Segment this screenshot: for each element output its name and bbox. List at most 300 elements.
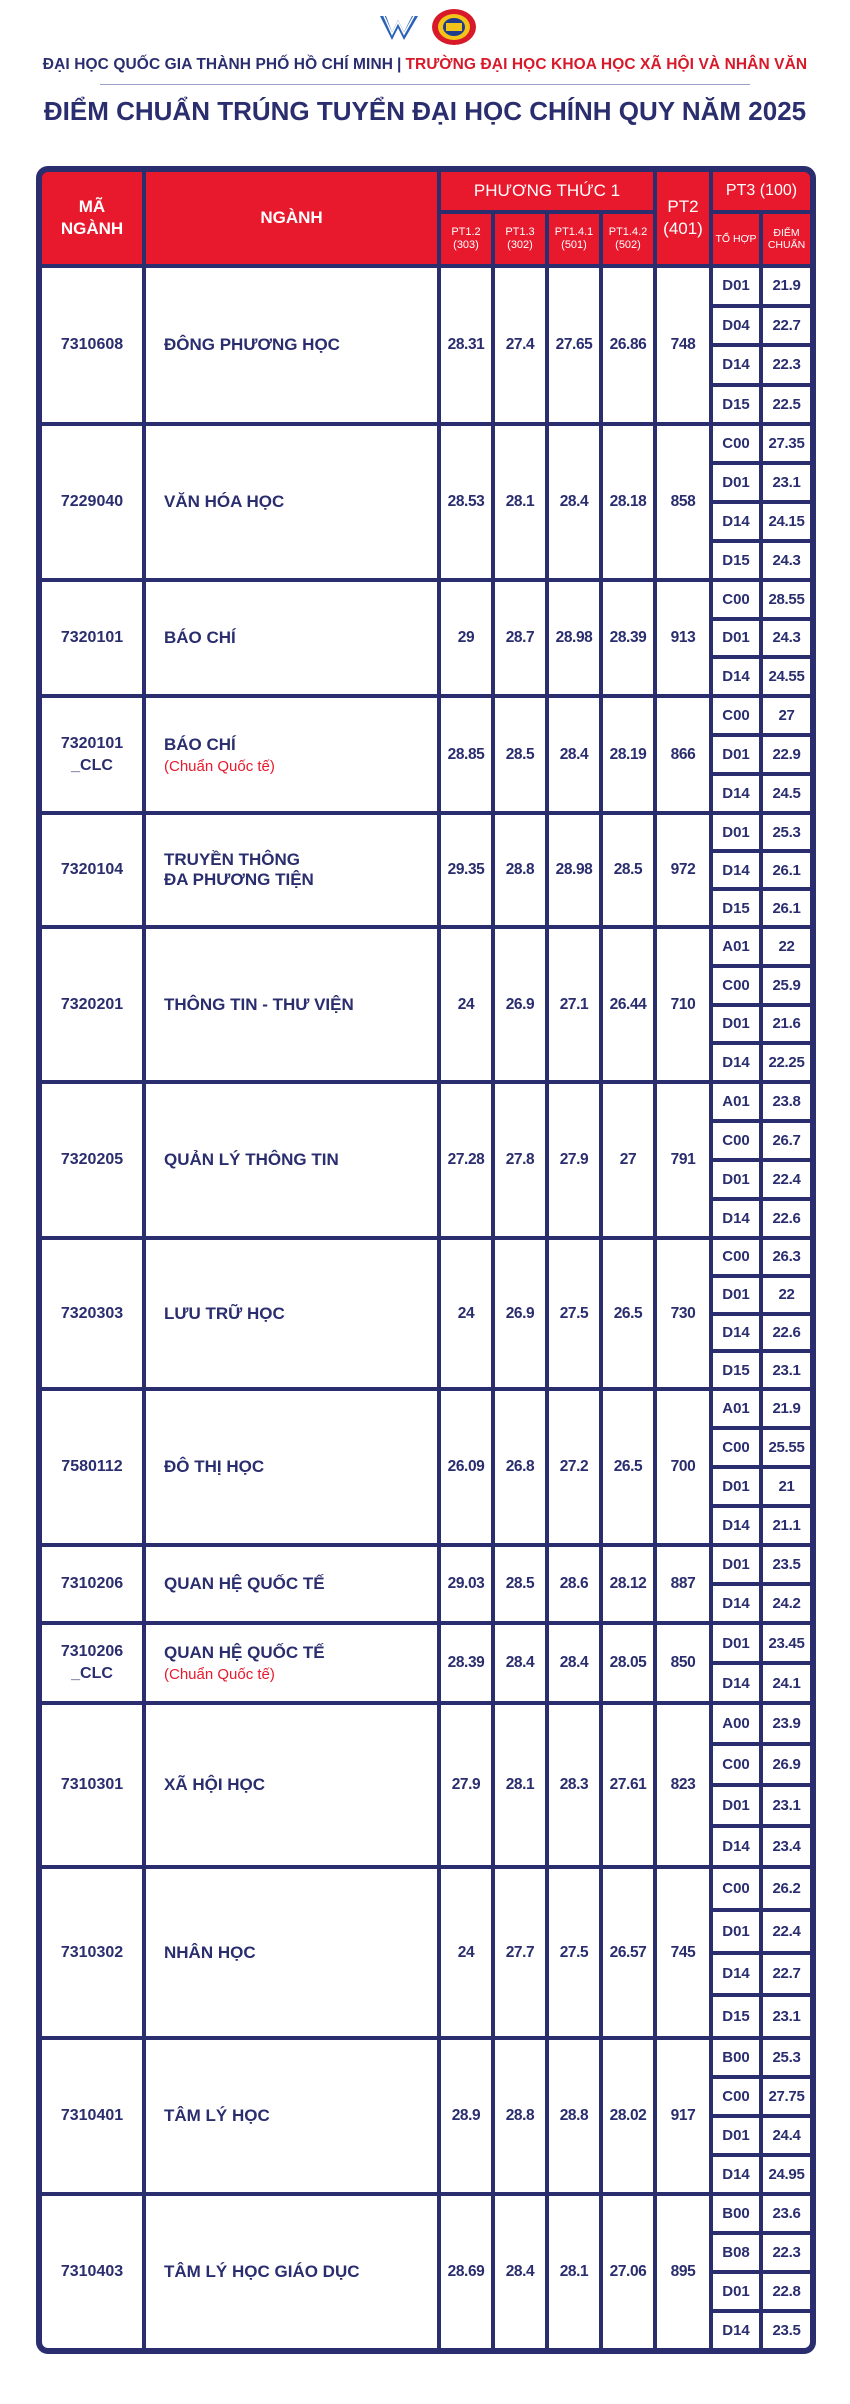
subject-combination-code: D01 [722, 2127, 750, 2144]
score-pt13-value: 26.8 [505, 1458, 535, 1475]
cutoff-score-value: 21.1 [772, 1517, 801, 1534]
score-pt142-value: 28.19 [609, 745, 647, 763]
major-name: TÂM LÝ HỌC GIÁO DỤC [164, 2262, 360, 2281]
score-pt2 [657, 1084, 709, 1236]
cutoff-score [763, 1240, 810, 1274]
header-std [763, 214, 810, 264]
subject-combination-code: D15 [722, 899, 750, 917]
score-pt2 [657, 1705, 709, 1865]
score-pt13-value: 28.7 [505, 629, 535, 646]
row-code [42, 698, 142, 811]
score-pt2-value: 730 [670, 1304, 696, 1322]
score-pt13 [495, 1240, 545, 1387]
logo-bar [0, 8, 850, 46]
score-pt2-value: 748 [670, 336, 696, 353]
cutoff-score [763, 1912, 810, 1951]
subject-combination [713, 1955, 759, 1994]
cutoff-score-value: 22.25 [768, 1054, 805, 1072]
cutoff-score [763, 465, 810, 500]
row-major-name [146, 1391, 437, 1543]
row-major-name [146, 2040, 437, 2192]
score-pt141-value: 28.1 [559, 2263, 589, 2280]
score-pt141-value: 27.1 [559, 995, 589, 1013]
subject-combination [713, 621, 759, 656]
subject-combination-code: D14 [722, 356, 750, 374]
score-pt12 [441, 815, 491, 925]
cutoff-score-value: 23.8 [772, 1093, 801, 1110]
subject-combination-code: B00 [722, 2049, 750, 2066]
header-std-label: ĐIỂM CHUẨN [767, 227, 806, 251]
score-pt12-value: 26.09 [447, 1458, 485, 1475]
row-major-name [146, 2196, 437, 2348]
cutoff-score [763, 268, 810, 304]
score-pt13-value: 28.1 [505, 1776, 535, 1793]
score-pt141-value: 28.4 [559, 745, 589, 763]
subject-combination-code: D14 [722, 1838, 750, 1855]
cutoff-score-value: 24.4 [772, 2127, 801, 2144]
score-pt12-value: 24 [457, 1943, 475, 1961]
score-pt142-value: 28.39 [609, 629, 647, 646]
subject-combination [713, 1705, 759, 1742]
cutoff-score-value: 22.7 [772, 316, 801, 334]
major-code: 7310401 [60, 2107, 124, 2124]
cutoff-score-value: 22.8 [772, 2283, 801, 2300]
score-pt142 [603, 815, 653, 925]
score-pt142 [603, 1391, 653, 1543]
cutoff-score [763, 504, 810, 539]
row-major-name [146, 815, 437, 925]
subject-combination [713, 2118, 759, 2153]
cutoff-score-value: 22.4 [772, 1922, 801, 1940]
header-pt142 [603, 214, 653, 264]
score-pt13 [495, 1084, 545, 1236]
score-pt12 [441, 2040, 491, 2192]
major-code: 7580112 [61, 1458, 123, 1475]
subject-combination [713, 1869, 759, 1908]
subject-combination-code: D01 [722, 474, 750, 491]
subject-combination-code: D14 [722, 1595, 750, 1612]
score-pt2 [657, 2196, 709, 2348]
cutoff-score-value: 23.5 [772, 1556, 801, 1573]
score-pt12-value: 28.31 [447, 336, 485, 353]
score-pt13 [495, 929, 545, 1080]
cutoff-score-value: 23.6 [772, 2205, 801, 2222]
page-title: ĐIỂM CHUẨN TRÚNG TUYỂN ĐẠI HỌC CHÍNH QUY NĂM 2025 [43, 96, 807, 126]
header-divider [100, 84, 750, 85]
cutoff-score [763, 698, 810, 733]
score-pt12 [441, 1084, 491, 1236]
score-pt12-value: 29.03 [447, 1575, 485, 1592]
subject-combination [713, 776, 759, 811]
subject-combination-code: D01 [722, 1922, 750, 1940]
score-pt2-value: 895 [670, 2263, 696, 2280]
score-pt13-value: 28.1 [505, 493, 535, 510]
row-code [42, 582, 142, 694]
subject-combination [713, 1997, 759, 2036]
major-name: VĂN HÓA HỌC [164, 492, 285, 511]
cutoff-score [763, 1201, 810, 1236]
score-pt2 [657, 2040, 709, 2192]
row-code [42, 426, 142, 578]
subject-combination-code: C00 [722, 707, 750, 724]
subject-combination [713, 1278, 759, 1312]
subject-combination [713, 1430, 759, 1465]
major-code: 7310302 [60, 1943, 124, 1961]
cutoff-score-value: 21 [778, 1478, 795, 1495]
cutoff-score-value: 23.5 [772, 2322, 801, 2339]
row-major-name [146, 268, 437, 422]
score-pt2 [657, 1391, 709, 1543]
cutoff-score-value: 26.1 [772, 899, 801, 917]
score-pt13 [495, 426, 545, 578]
subject-combination [713, 2313, 759, 2348]
score-pt13-value: 27.7 [505, 1943, 535, 1961]
score-pt12-value: 27.9 [451, 1776, 481, 1793]
cutoff-score-value: 23.9 [772, 1715, 801, 1732]
subject-combination-code: D14 [722, 861, 750, 879]
subject-combination [713, 2274, 759, 2309]
score-pt142 [603, 582, 653, 694]
score-pt142-value: 28.05 [609, 1654, 647, 1671]
cutoff-score [763, 582, 810, 617]
major-name: QUAN HỆ QUỐC TẾ [164, 1574, 325, 1593]
score-pt13 [495, 582, 545, 694]
cutoff-score-value: 23.45 [768, 1634, 805, 1652]
cutoff-score [763, 1508, 810, 1543]
subject-combination-code: D01 [722, 1015, 750, 1033]
score-pt12-value: 29.35 [447, 861, 485, 878]
score-pt13 [495, 2196, 545, 2348]
score-pt141 [549, 582, 599, 694]
cutoff-score [763, 891, 810, 925]
subject-combination-code: D14 [722, 1965, 750, 1983]
major-name-note: (Chuẩn Quốc tế) [164, 757, 275, 775]
subject-combination-code: D14 [722, 785, 750, 802]
subject-combination-code: D15 [722, 2008, 750, 2026]
header-pt1-label: PHƯƠNG THỨC 1 [473, 181, 621, 200]
subject-combination-code: C00 [722, 976, 750, 994]
subject-combination-code: D14 [722, 1323, 750, 1341]
subject-combination [713, 1162, 759, 1197]
cutoff-score-value: 25.3 [772, 823, 801, 841]
score-pt142-value: 28.5 [613, 861, 643, 878]
score-pt13 [495, 1705, 545, 1865]
major-code: 7320104 [60, 861, 124, 878]
score-pt12-value: 28.53 [447, 493, 485, 510]
major-code: 7320303 [60, 1304, 124, 1322]
school-name: TRƯỜNG ĐẠI HỌC KHOA HỌC XÃ HỘI VÀ NHÂN VĂN [405, 56, 808, 73]
cutoff-score [763, 1665, 810, 1701]
cutoff-score [763, 1586, 810, 1621]
score-pt12-value: 28.69 [447, 2263, 485, 2280]
major-name: XÃ HỘI HỌC [164, 1775, 266, 1794]
subject-combination-code: D01 [722, 1478, 750, 1495]
cutoff-score-value: 22.9 [772, 746, 801, 763]
cutoff-score [763, 1705, 810, 1742]
subject-combination-code: B00 [722, 2205, 750, 2222]
score-pt141 [549, 2196, 599, 2348]
score-pt141 [549, 1625, 599, 1701]
subject-combination [713, 891, 759, 925]
subject-combination-code: C00 [722, 1248, 750, 1266]
subject-combination-code: D01 [722, 1286, 750, 1304]
row-major-name [146, 698, 437, 811]
score-pt141-value: 27.65 [555, 336, 593, 353]
cutoff-score [763, 1045, 810, 1080]
header-pt12 [441, 214, 491, 264]
row-code [42, 1240, 142, 1387]
cutoff-score-value: 21.9 [772, 277, 801, 295]
score-pt141 [549, 426, 599, 578]
cutoff-score-value: 22.6 [772, 1210, 801, 1227]
score-pt13-value: 28.8 [505, 2107, 535, 2124]
row-code [42, 1869, 142, 2036]
score-pt2-value: 823 [670, 1776, 696, 1793]
cutoff-score-value: 24.15 [768, 513, 805, 530]
subject-combination [713, 659, 759, 694]
cutoff-score [763, 1391, 810, 1426]
major-code: 7229040 [60, 493, 124, 510]
score-pt12 [441, 2196, 491, 2348]
header-pt141 [549, 214, 599, 264]
header-pt3-label: PT3 (100) [725, 182, 798, 199]
cutoff-score [763, 2235, 810, 2270]
score-pt141-value: 28.98 [555, 861, 593, 878]
cutoff-score [763, 347, 810, 383]
score-pt12 [441, 1869, 491, 2036]
score-pt13 [495, 2040, 545, 2192]
header-pt2-label: PT2 [667, 197, 699, 216]
score-pt13-value: 28.4 [505, 1654, 535, 1671]
subject-combination [713, 1084, 759, 1119]
subject-combination [713, 1746, 759, 1783]
header-pt2 [657, 172, 709, 264]
score-pt13-value: 26.9 [505, 1304, 535, 1322]
score-pt12-value: 29 [457, 629, 475, 646]
score-pt141 [549, 1391, 599, 1543]
major-code: 7310608 [60, 336, 124, 353]
cutoff-score-value: 22 [778, 937, 795, 955]
score-pt13 [495, 1547, 545, 1621]
subject-combination [713, 2079, 759, 2114]
row-code [42, 268, 142, 422]
major-code-suffix: _CLC [71, 1665, 113, 1682]
score-pt142-value: 26.86 [609, 336, 647, 353]
score-pt2-value: 866 [670, 745, 696, 763]
cutoff-score [763, 387, 810, 423]
score-pt142-value: 27 [619, 1151, 637, 1168]
cutoff-score [763, 1430, 810, 1465]
subject-combination-code: D14 [722, 1517, 750, 1534]
subject-combination-code: D01 [722, 2283, 750, 2300]
major-name: TRUYỀN THÔNG [164, 850, 300, 869]
score-pt141-value: 27.9 [559, 1151, 589, 1168]
major-name: NHÂN HỌC [164, 1942, 256, 1962]
subject-combination-code: A00 [722, 1715, 750, 1732]
cutoff-score-value: 25.55 [768, 1439, 805, 1456]
score-pt13 [495, 815, 545, 925]
major-name: QUAN HỆ QUỐC TẾ [164, 1643, 325, 1662]
score-pt13-value: 28.5 [505, 745, 535, 763]
row-major-name [146, 1869, 437, 2036]
major-name: LƯU TRỮ HỌC [164, 1303, 285, 1323]
subject-combination [713, 426, 759, 461]
subject-combination [713, 504, 759, 539]
score-pt142 [603, 929, 653, 1080]
cutoff-score-value: 24.2 [772, 1595, 801, 1612]
header-pt1 [441, 172, 653, 210]
score-pt13-value: 28.5 [505, 1575, 535, 1592]
cutoff-score [763, 2079, 810, 2114]
row-major-name [146, 1625, 437, 1701]
cutoff-score [763, 621, 810, 656]
major-code: 7310206 [60, 1575, 124, 1592]
cutoff-score [763, 1123, 810, 1158]
major-name: QUẢN LÝ THÔNG TIN [164, 1150, 339, 1169]
cutoff-score [763, 2274, 810, 2309]
national-university-name: ĐẠI HỌC QUỐC GIA THÀNH PHỐ HỒ CHÍ MINH [42, 56, 394, 73]
page-header [0, 0, 850, 150]
subject-combination-code: D14 [722, 1054, 750, 1072]
cutoff-score [763, 2157, 810, 2192]
cutoff-score [763, 853, 810, 887]
subject-combination [713, 737, 759, 772]
row-code [42, 815, 142, 925]
subject-combination [713, 2235, 759, 2270]
subject-combination [713, 543, 759, 578]
subject-combination [713, 1316, 759, 1350]
cutoff-score [763, 543, 810, 578]
score-pt141-value: 28.98 [555, 629, 593, 646]
subject-combination [713, 1508, 759, 1543]
subject-combination-code: D14 [722, 2322, 750, 2339]
subject-combination-code: D14 [722, 1210, 750, 1227]
subject-combination-code: D01 [722, 629, 750, 647]
score-pt141 [549, 1705, 599, 1865]
cutoff-score-value: 24.3 [772, 629, 801, 647]
cutoff-score-value: 23.4 [772, 1838, 801, 1855]
subject-combination-code: D01 [722, 1797, 750, 1814]
row-major-name [146, 1084, 437, 1236]
cutoff-score-value: 24.95 [768, 2166, 805, 2183]
header-pt12-code: (303) [453, 239, 479, 251]
header-pt13-code: (302) [507, 239, 533, 251]
cutoff-score [763, 1353, 810, 1387]
subject-combination [713, 1625, 759, 1661]
major-name: BÁO CHÍ [164, 734, 236, 754]
score-pt142 [603, 1240, 653, 1387]
score-pt2 [657, 815, 709, 925]
cutoff-score-value: 26.1 [772, 861, 801, 879]
score-pt2-value: 850 [670, 1654, 696, 1671]
row-major-name [146, 1705, 437, 1865]
score-pt12 [441, 1625, 491, 1701]
score-pt12-value: 24 [457, 1304, 475, 1322]
score-pt141-value: 28.3 [559, 1776, 589, 1793]
cutoff-score-value: 24.55 [768, 668, 805, 686]
header-pt141-label: PT1.4.1 [554, 226, 594, 238]
subject-combination-code: D14 [722, 1674, 750, 1692]
score-pt13-value: 27.8 [505, 1151, 535, 1168]
major-code: 7310301 [60, 1776, 124, 1793]
major-name: ĐÔNG PHƯƠNG HỌC [164, 335, 340, 354]
cutoff-score [763, 1787, 810, 1824]
score-pt2 [657, 1547, 709, 1621]
score-pt13 [495, 698, 545, 811]
score-pt142-value: 28.18 [609, 493, 647, 510]
score-pt142-value: 28.02 [609, 2107, 647, 2124]
cutoff-score [763, 968, 810, 1003]
cutoff-score [763, 1162, 810, 1197]
cutoff-score-value: 24.3 [772, 552, 801, 569]
cutoff-score-value: 23.1 [772, 474, 801, 491]
major-name: BÁO CHÍ [164, 628, 236, 647]
score-pt2-value: 917 [670, 2107, 696, 2124]
cutoff-score [763, 929, 810, 964]
score-pt142 [603, 1084, 653, 1236]
cutoff-score [763, 1869, 810, 1908]
major-code: 7320205 [60, 1151, 124, 1168]
score-pt142 [603, 1705, 653, 1865]
score-pt2 [657, 268, 709, 422]
score-pt142-value: 28.12 [609, 1575, 647, 1592]
score-pt2-value: 745 [670, 1943, 696, 1961]
header-major [146, 172, 437, 264]
score-pt12 [441, 1705, 491, 1865]
subject-combination [713, 582, 759, 617]
score-pt141-value: 28.6 [559, 1575, 589, 1592]
score-pt141 [549, 2040, 599, 2192]
score-pt13-value: 28.8 [505, 861, 535, 878]
cutoff-score-value: 25.9 [772, 976, 801, 994]
row-code [42, 1547, 142, 1621]
cutoff-score-value: 23.1 [772, 2008, 801, 2026]
subject-combination [713, 347, 759, 383]
row-code [42, 1705, 142, 1865]
subject-combination-code: D14 [722, 2166, 750, 2183]
subject-combination-code: D14 [722, 513, 750, 530]
subject-combination-code: D14 [722, 668, 750, 686]
subject-combination [713, 815, 759, 849]
score-pt141-value: 27.5 [559, 1304, 589, 1322]
score-pt142 [603, 1625, 653, 1701]
score-pt2-value: 887 [670, 1575, 696, 1592]
score-pt12 [441, 698, 491, 811]
score-pt13-value: 26.9 [505, 995, 535, 1013]
subject-combination [713, 1547, 759, 1582]
subject-combination [713, 1353, 759, 1387]
score-pt13 [495, 1625, 545, 1701]
score-pt12 [441, 1391, 491, 1543]
subject-combination-code: B08 [722, 2244, 750, 2261]
major-name-line2: ĐA PHƯƠNG TIỆN [164, 870, 314, 889]
score-pt2 [657, 1625, 709, 1701]
subject-combination-code: D01 [722, 277, 750, 295]
subject-combination [713, 1469, 759, 1504]
major-code: 7320101 [60, 629, 124, 646]
major-code: 7320201 [60, 995, 124, 1013]
cutoff-score-value: 23.1 [772, 1361, 801, 1379]
score-pt12 [441, 1547, 491, 1621]
subject-combination [713, 1391, 759, 1426]
cutoff-score-value: 22.6 [772, 1323, 801, 1341]
subject-combination-code: D15 [722, 395, 750, 413]
score-pt12-value: 28.39 [447, 1654, 485, 1671]
subject-combination-code: A01 [722, 1093, 750, 1110]
score-pt2 [657, 582, 709, 694]
subject-combination [713, 968, 759, 1003]
major-name-note: (Chuẩn Quốc tế) [164, 1666, 275, 1683]
